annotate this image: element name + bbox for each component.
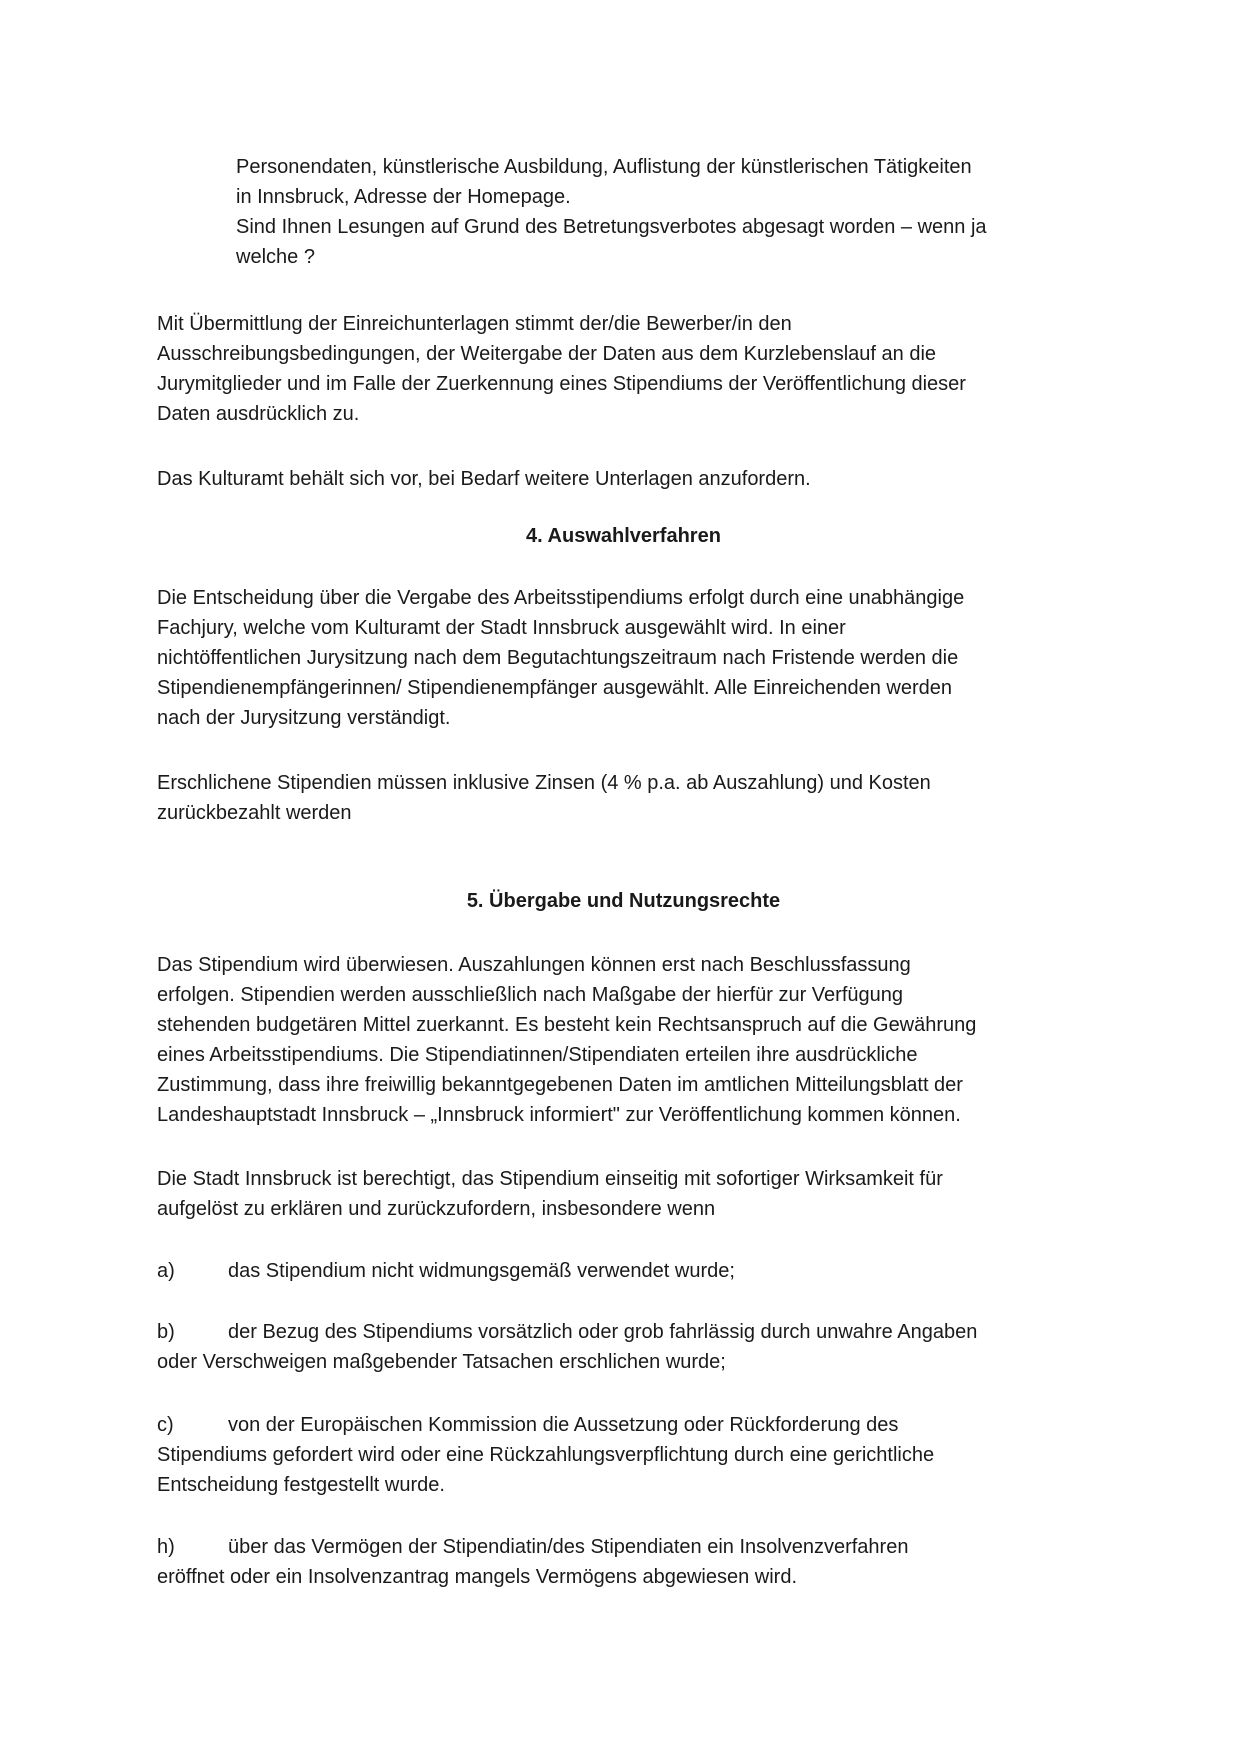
item-a-label: a): [157, 1260, 175, 1282]
item-h-line-2: eröffnet oder ein Insolvenzantrag mangels Vermögens abgewiesen wird.: [157, 1566, 798, 1588]
section5-p1-line-6: Landeshauptstadt Innsbruck – „Innsbruck informiert" zur Veröffentlichung kommen können.: [157, 1104, 961, 1126]
section5-p2-line-2: aufgelöst zu erklären und zurückzufordern, insbesondere wenn: [157, 1198, 716, 1220]
intro-line-3: Sind Ihnen Lesungen auf Grund des Betretungsverbotes abgesagt worden – wenn ja: [236, 216, 987, 238]
item-b-line-1: der Bezug des Stipendiums vorsätzlich oder grob fahrlässig durch unwahre Angaben: [228, 1321, 978, 1343]
section4-p1-line-2: Fachjury, welche vom Kulturamt der Stadt Innsbruck ausgewählt wird. In einer: [157, 617, 846, 639]
consent-line-4: Daten ausdrücklich zu.: [157, 403, 360, 425]
item-b-line-2: oder Verschweigen maßgebender Tatsachen erschlichen wurde;: [157, 1351, 726, 1373]
item-c-line-1: von der Europäischen Kommission die Aussetzung oder Rückforderung des: [228, 1414, 899, 1436]
section4-p2-line-1: Erschlichene Stipendien müssen inklusive Zinsen (4 % p.a. ab Auszahlung) und Kosten: [157, 772, 931, 794]
consent-line-3: Jurymitglieder und im Falle der Zuerkennung eines Stipendiums der Veröffentlichung dieser: [157, 373, 966, 395]
intro-line-1: Personendaten, künstlerische Ausbildung, Auflistung der künstlerischen Tätigkeiten: [236, 156, 972, 178]
item-h-label: h): [157, 1536, 175, 1558]
section4-p1-line-4: Stipendienempfängerinnen/ Stipendienempfänger ausgewählt. Alle Einreichenden werden: [157, 677, 952, 699]
item-c-line-3: Entscheidung festgestellt wurde.: [157, 1474, 445, 1496]
intro-line-2: in Innsbruck, Adresse der Homepage.: [236, 186, 571, 208]
consent-line-1: Mit Übermittlung der Einreichunterlagen stimmt der/die Bewerber/in den: [157, 313, 792, 335]
item-c-label: c): [157, 1414, 174, 1436]
section4-p1-line-1: Die Entscheidung über die Vergabe des Arbeitsstipendiums erfolgt durch eine unabhängige: [157, 587, 965, 609]
section5-heading: 5. Übergabe und Nutzungsrechte: [466, 890, 781, 912]
section5-p1-line-1: Das Stipendium wird überwiesen. Auszahlungen können erst nach Beschlussfassung: [157, 954, 911, 976]
item-c-line-2: Stipendiums gefordert wird oder eine Rückzahlungsverpflichtung durch eine gerichtliche: [157, 1444, 935, 1466]
item-b-label: b): [157, 1321, 175, 1343]
section4-heading: 4. Auswahlverfahren: [526, 525, 721, 547]
section4-p2-line-2: zurückbezahlt werden: [157, 802, 352, 824]
section5-p1-line-2: erfolgen. Stipendien werden ausschließlich nach Maßgabe der hierfür zur Verfügung: [157, 984, 903, 1006]
consent-line-2: Ausschreibungsbedingungen, der Weitergabe der Daten aus dem Kurzlebenslauf an die: [157, 343, 937, 365]
section4-p1-line-5: nach der Jurysitzung verständigt.: [157, 707, 451, 729]
section5-p2-line-1: Die Stadt Innsbruck ist berechtigt, das Stipendium einseitig mit sofortiger Wirksamkeit für: [157, 1168, 943, 1190]
intro-line-4: welche ?: [236, 246, 315, 268]
section5-p1-line-5: Zustimmung, dass ihre freiwillig bekanntgegebenen Daten im amtlichen Mitteilungsblatt der: [157, 1074, 963, 1096]
section4-p1-line-3: nichtöffentlichen Jurysitzung nach dem Begutachtungszeitraum nach Fristende werden die: [157, 647, 959, 669]
item-h-line-1: über das Vermögen der Stipendiatin/des Stipendiaten ein Insolvenzverfahren: [228, 1536, 909, 1558]
reserve-line-1: Das Kulturamt behält sich vor, bei Bedarf weitere Unterlagen anzufordern.: [157, 468, 811, 490]
section5-p1-line-4: eines Arbeitsstipendiums. Die Stipendiatinnen/Stipendiaten erteilen ihre ausdrückliche: [157, 1044, 918, 1066]
item-a-line-1: das Stipendium nicht widmungsgemäß verwendet wurde;: [228, 1260, 735, 1282]
section5-p1-line-3: stehenden budgetären Mittel zuerkannt. Es besteht kein Rechtsanspruch auf die Gewährung: [157, 1014, 977, 1036]
